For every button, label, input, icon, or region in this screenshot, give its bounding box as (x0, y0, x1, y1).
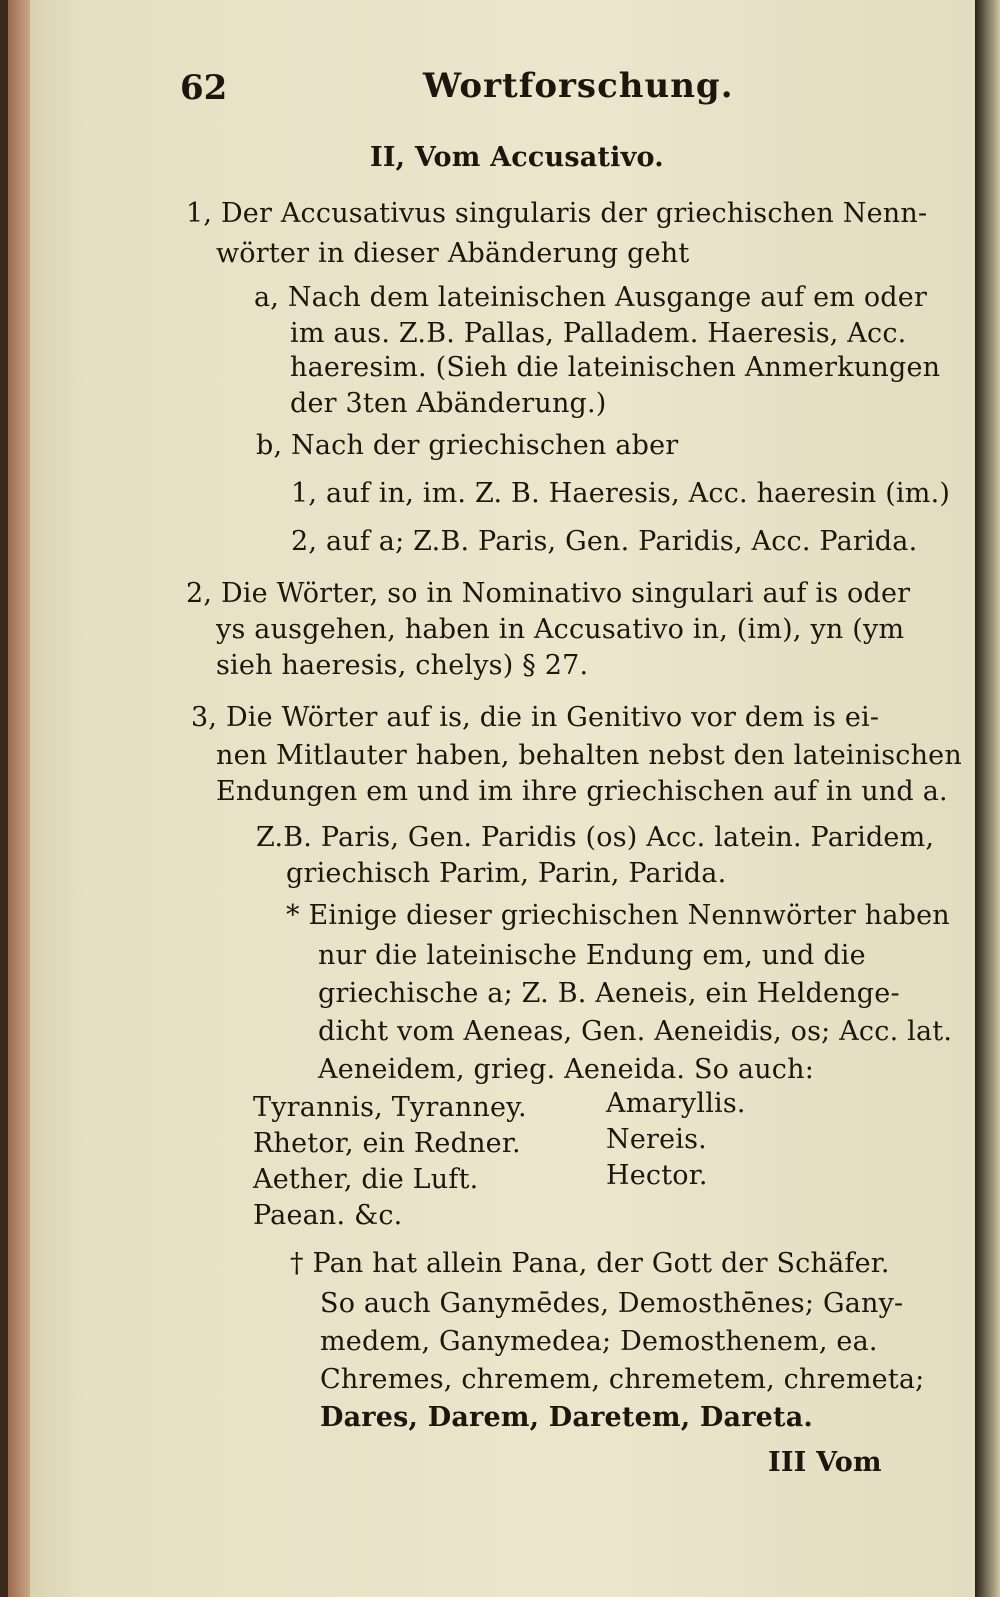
note-star-line3: griechische a; Z. B. Aeneis, ein Heldenge- (318, 978, 900, 1009)
note-star-line1: * Einige dieser griechischen Nennwörter haben (286, 900, 950, 931)
word-list-right-item: Hector. (606, 1160, 708, 1191)
rule1-a-line3: haeresim. (Sieh die lateinischen Anmerkungen (290, 352, 941, 383)
note-dagger-line2: So auch Ganymēdes, Demosthēnes; Gany- (320, 1288, 904, 1319)
rule3-line2: nen Mitlauter haben, behalten nebst den lateinischen (216, 740, 962, 771)
rule3-example-line2: griechisch Parim, Parin, Parida. (286, 858, 727, 889)
rule2-line1: 2, Die Wörter, so in Nominativo singulari auf is oder (186, 578, 911, 609)
word-list-left-item: Aether, die Luft. (253, 1164, 479, 1195)
note-star-line4: dicht vom Aeneas, Gen. Aeneidis, os; Acc. lat. (318, 1016, 953, 1047)
rule1-b-item1: 1, auf in, im. Z. B. Haeresis, Acc. haeresin (im.) (291, 478, 951, 509)
word-list-left-item: Tyrannis, Tyranney. (253, 1092, 527, 1123)
page-number: 62 (180, 68, 228, 108)
book-binding (975, 0, 1000, 1597)
book-page (8, 0, 975, 1597)
rule3-line3: Endungen em und im ihre griechischen auf in und a. (216, 776, 948, 807)
note-dagger-line1: † Pan hat allein Pana, der Gott der Schäfer. (290, 1248, 890, 1279)
rule1-b-line1: b, Nach der griechischen aber (256, 430, 679, 461)
word-list-right-item: Nereis. (606, 1124, 707, 1155)
page-edge (8, 0, 30, 1597)
rule1-a-line2: im aus. Z.B. Pallas, Palladem. Haeresis, Acc. (290, 318, 907, 349)
note-dagger-line4: Chremes, chremem, chremetem, chremeta; (320, 1364, 925, 1395)
rule1-line1: 1, Der Accusativus singularis der griechischen Nenn- (186, 198, 928, 229)
note-star-line2: nur die lateinische Endung em, und die (318, 940, 866, 971)
rule1-b-item2: 2, auf a; Z.B. Paris, Gen. Paridis, Acc. Parida. (291, 526, 918, 557)
rule1-a-line4: der 3ten Abänderung.) (290, 388, 607, 419)
note-dagger-line3: medem, Ganymedea; Demosthenem, ea. (320, 1326, 878, 1357)
note-dagger-line5: Dares, Darem, Daretem, Dareta. (320, 1402, 814, 1433)
catchword: III Vom (768, 1447, 882, 1478)
word-list-left-item: Paean. &c. (253, 1200, 403, 1231)
section-title: II, Vom Accusativo. (370, 142, 664, 173)
note-star-line5: Aeneidem, grieg. Aeneida. So auch: (318, 1054, 815, 1085)
rule3-line1: 3, Die Wörter auf is, die in Genitivo vor dem is ei- (191, 702, 880, 733)
word-list-right-item: Amaryllis. (606, 1088, 746, 1119)
rule2-line2: ys ausgehen, haben in Accusativo in, (im), yn (ym (216, 614, 905, 645)
word-list-left-item: Rhetor, ein Redner. (253, 1128, 521, 1159)
rule2-line3: sieh haeresis, chelys) § 27. (216, 650, 589, 681)
rule3-example-line1: Z.B. Paris, Gen. Paridis (os) Acc. latein. Paridem, (256, 822, 935, 853)
running-title: Wortforschung. (423, 66, 734, 106)
rule1-a-line1: a, Nach dem lateinischen Ausgange auf em oder (254, 282, 928, 313)
rule1-line2: wörter in dieser Abänderung geht (216, 238, 690, 269)
